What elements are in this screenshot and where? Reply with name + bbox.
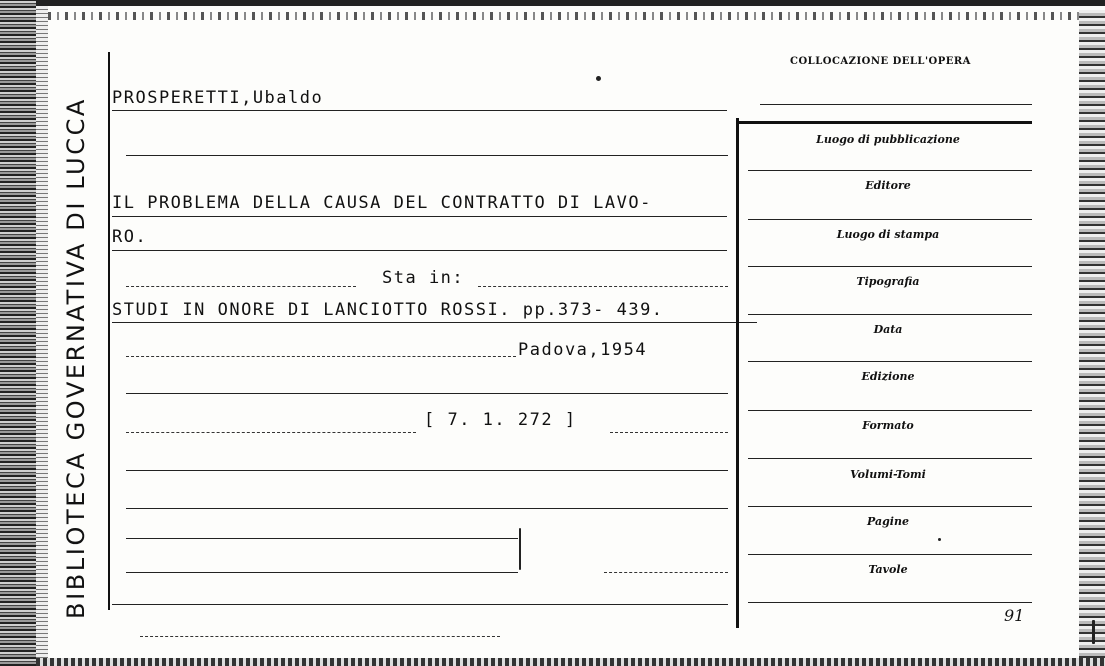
rule-line — [112, 250, 727, 251]
field-rule — [748, 266, 1032, 267]
collocation-box-top — [738, 121, 1032, 124]
field-tipografia: Tipografia — [856, 275, 920, 288]
rule-line — [126, 286, 356, 287]
rule-line — [112, 322, 757, 323]
field-rule — [748, 602, 1032, 603]
place-year-line: Padova,1954 — [518, 340, 648, 360]
title-line-2: RO. — [112, 227, 148, 247]
card-edge-top-noise — [48, 12, 1093, 20]
rule-line — [140, 636, 500, 637]
card-edge-right — [1079, 10, 1105, 666]
rule-line — [126, 508, 728, 509]
field-formato: Formato — [862, 419, 914, 432]
field-rule — [748, 361, 1032, 362]
rule-line — [126, 432, 416, 433]
field-rule — [748, 554, 1032, 555]
field-edizione: Edizione — [861, 370, 915, 383]
field-rule — [748, 314, 1032, 315]
card-edge-bottom — [36, 658, 1105, 666]
card-number: 91 — [1004, 606, 1025, 625]
ink-mark — [1092, 620, 1095, 644]
field-pagine: Pagine — [867, 515, 909, 528]
field-data: Data — [873, 323, 903, 336]
field-volumi-tomi: Volumi-Tomi — [850, 468, 926, 481]
field-rule — [748, 219, 1032, 220]
field-rule — [748, 506, 1032, 507]
rule-line — [126, 572, 518, 573]
rule-line — [126, 155, 728, 156]
field-luogo-stampa: Luogo di stampa — [836, 228, 940, 241]
ink-speck — [938, 538, 941, 541]
ink-mark — [519, 528, 521, 570]
rule-line — [112, 216, 727, 217]
field-rule — [748, 458, 1032, 459]
field-rule — [748, 170, 1032, 171]
rule-line — [126, 393, 728, 394]
source-line: STUDI IN ONORE DI LANCIOTTO ROSSI. pp.373- 439. — [112, 300, 664, 320]
field-luogo-pubblicazione: Luogo di pubblicazione — [816, 133, 960, 146]
card-edge-left-inner — [36, 0, 48, 666]
rule-line — [126, 356, 516, 357]
field-editore: Editore — [865, 179, 911, 192]
rule-line — [112, 110, 727, 111]
ink-speck — [596, 76, 601, 81]
rule-line — [610, 432, 728, 433]
field-tavole: Tavole — [868, 563, 908, 576]
rule-line — [112, 604, 728, 605]
rule-line — [604, 572, 728, 573]
field-rule — [748, 410, 1032, 411]
card-edge-top — [36, 0, 1105, 6]
rule-line — [760, 104, 1032, 105]
rule-line — [126, 470, 728, 471]
rule-line — [126, 538, 518, 539]
card-edge-left — [0, 0, 36, 666]
library-name: BIBLIOTECA GOVERNATIVA DI LUCCA — [62, 97, 90, 619]
rule-line — [478, 286, 728, 287]
author-line: PROSPERETTI,Ubaldo — [112, 88, 324, 108]
title-line-1: IL PROBLEMA DELLA CAUSA DEL CONTRATTO DI LAVO- — [112, 193, 652, 213]
in-label: Sta in: — [382, 268, 465, 288]
collocation-heading: COLLOCAZIONE DELL'OPERA — [790, 56, 971, 67]
shelfmark: [ 7. 1. 272 ] — [424, 410, 577, 430]
margin-rule — [108, 52, 110, 610]
collocation-box-rule — [736, 118, 739, 628]
